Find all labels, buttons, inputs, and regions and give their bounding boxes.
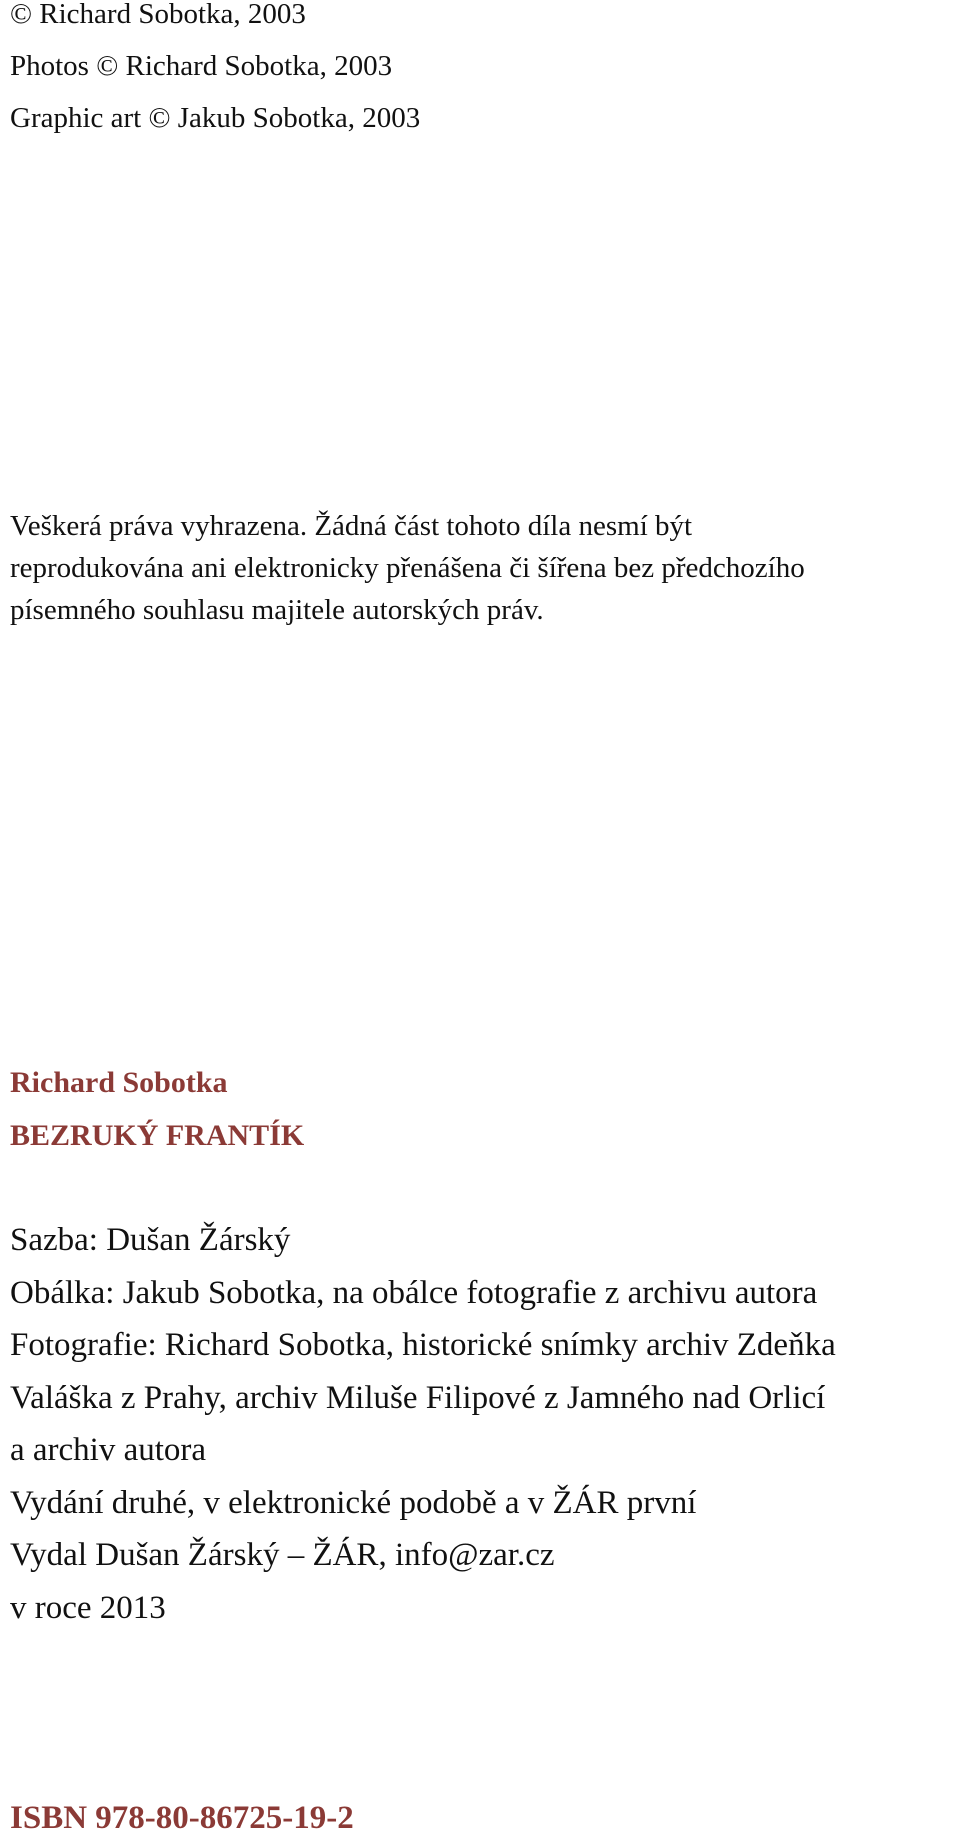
photography-credit: Fotografie: Richard Sobotka, historické snímky archiv Zdeňka (10, 1327, 836, 1363)
rights-notice-line: reprodukována ani elektronicky přenášena či šířena bez předchozího (10, 552, 805, 584)
isbn: ISBN 978-80-86725-19-2 (10, 1800, 354, 1836)
publisher-note: Vydal Dušan Žárský – ŽÁR, info@zar.cz (10, 1537, 555, 1573)
rights-notice-line: Veškerá práva vyhrazena. Žádná část tohoto díla nesmí být (10, 510, 693, 542)
typesetting-credit: Sazba: Dušan Žárský (10, 1222, 291, 1258)
graphic-art-copyright-line: Graphic art © Jakub Sobotka, 2003 (10, 102, 421, 134)
rights-notice-line: písemného souhlasu majitele autorských práv. (10, 594, 544, 626)
photos-copyright-line: Photos © Richard Sobotka, 2003 (10, 50, 393, 82)
publication-year: v roce 2013 (10, 1590, 166, 1626)
photography-credit-continued: Valáška z Prahy, archiv Miluše Filipové z Jamného nad Orlicí (10, 1380, 826, 1416)
edition-note: Vydání druhé, v elektronické podobě a v ŽÁR první (10, 1485, 697, 1521)
book-author: Richard Sobotka (10, 1066, 228, 1099)
copyright-line: © Richard Sobotka, 2003 (10, 0, 306, 30)
cover-credit: Obálka: Jakub Sobotka, na obálce fotografie z archivu autora (10, 1275, 818, 1311)
book-title: BEZRUKÝ FRANTÍK (10, 1119, 305, 1152)
photography-credit-continued: a archiv autora (10, 1432, 207, 1468)
